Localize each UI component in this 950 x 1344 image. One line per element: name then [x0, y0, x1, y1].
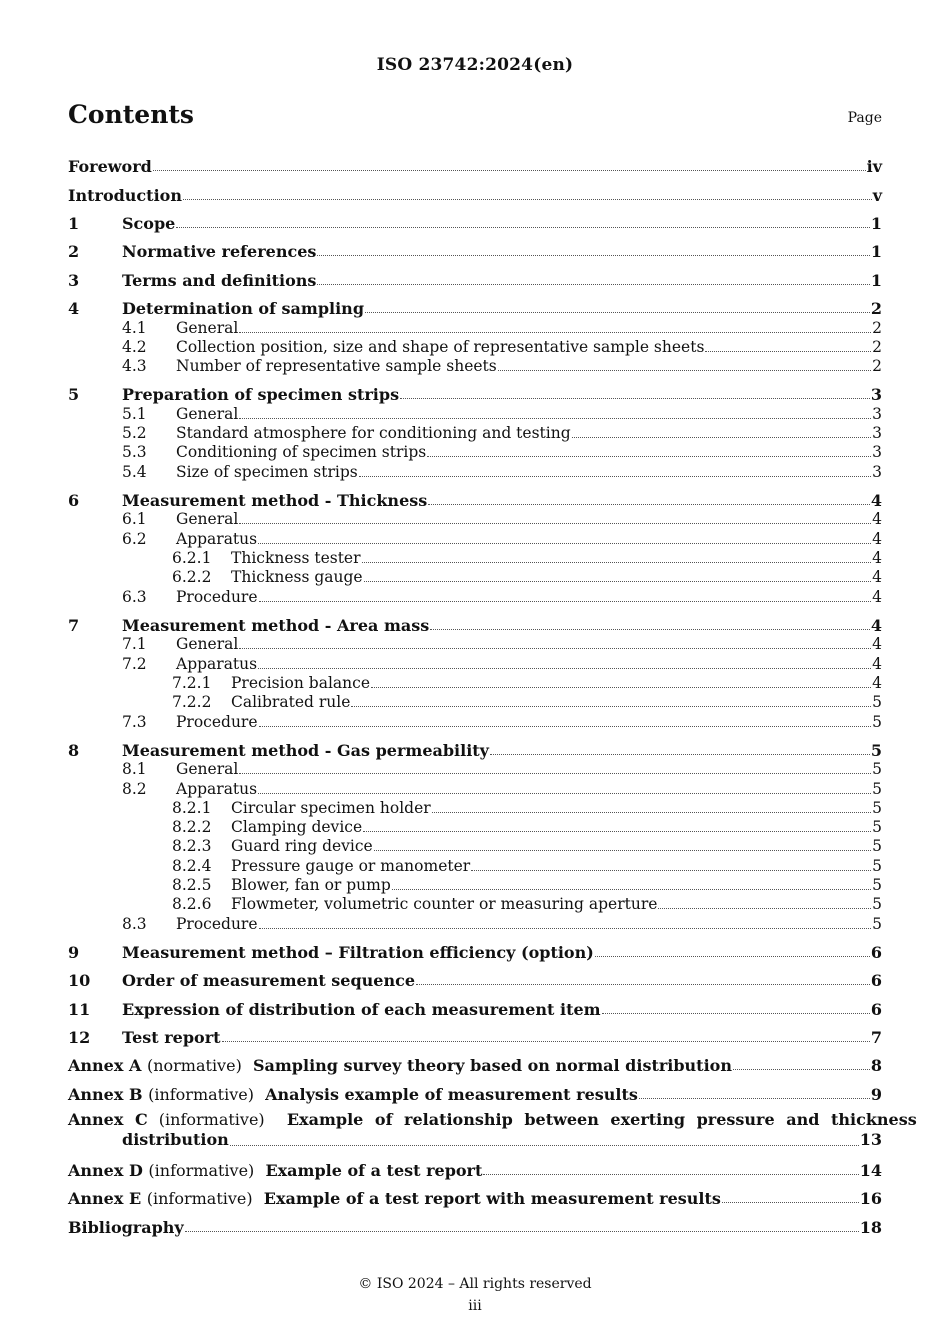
toc-entry-number: 5.4 [122, 463, 147, 481]
toc-entry-page: 5 [872, 780, 882, 798]
toc-entry-title: Collection position, size and shape of representative sample sheets [176, 338, 705, 356]
leader-dots [239, 522, 871, 524]
toc-entry-title: General [176, 319, 239, 337]
toc-entry[interactable] [68, 996, 882, 1018]
toc-entry-number: 4 [68, 299, 80, 318]
toc-entry-page: 4 [872, 674, 882, 692]
toc-entry-title: Measurement method – Filtration efficiency (option) [122, 943, 594, 962]
toc-entry-title: Determination of sampling [122, 299, 364, 318]
annex-title: Example of a test report with measurement results [263, 1189, 721, 1208]
leader-dots [733, 1068, 870, 1070]
toc-entry-page: 4 [870, 616, 882, 635]
leader-dots [259, 927, 872, 929]
toc-entry-title: Calibrated rule [231, 693, 351, 711]
leader-dots [176, 226, 870, 228]
leader-dots [374, 849, 871, 851]
toc-entry-title: Bibliography [68, 1218, 184, 1237]
toc-entry-page: 4 [872, 510, 882, 528]
leader-dots [639, 1097, 870, 1099]
toc-entry-title: Blower, fan or pump [231, 876, 391, 894]
leader-dots [658, 907, 871, 909]
toc-entry[interactable] [68, 1024, 882, 1046]
annex-type: (informative) [146, 1189, 253, 1208]
toc-entry-title: Measurement method - Gas permeability [122, 741, 489, 760]
leader-dots [705, 350, 871, 352]
toc-entry-page: 6 [870, 971, 882, 990]
toc-entry[interactable] [68, 631, 882, 653]
toc-entry-number: 7.3 [122, 713, 147, 731]
annex-title: Analysis example of measurement results [265, 1085, 638, 1104]
leader-dots [400, 397, 870, 399]
leader-dots [572, 436, 872, 438]
annex-title-continuation: distribution [122, 1130, 229, 1149]
toc-entry-number: 5.1 [122, 405, 147, 423]
toc-entry-number: 8.3 [122, 915, 147, 933]
toc-entry-number: 5.2 [122, 424, 147, 442]
toc-entry[interactable] [68, 939, 882, 961]
toc-entry-page: v [872, 186, 882, 205]
toc-entry-number: 7.2.2 [172, 693, 212, 711]
toc-entry-number: 8.2.4 [172, 857, 212, 875]
toc-entry-title: General [176, 635, 239, 653]
toc-entry-number: 12 [68, 1028, 91, 1047]
leader-dots [185, 1230, 859, 1232]
toc-entry-number: 8.2.1 [172, 799, 212, 817]
toc-entry-number: 3 [68, 271, 80, 290]
leader-dots [317, 254, 869, 256]
toc-entry-title: Measurement method - Thickness [122, 491, 428, 510]
toc-entry-title: Flowmeter, volumetric counter or measuring aperture [231, 895, 658, 913]
toc-entry-page: 2 [872, 338, 882, 356]
toc-entry-title: Apparatus [176, 655, 258, 673]
contents-heading: Contents [68, 100, 195, 129]
leader-dots [483, 1173, 858, 1175]
leader-dots [230, 1144, 859, 1146]
toc-entry-title: Precision balance [231, 674, 371, 692]
toc-entry-page: 2 [872, 357, 882, 375]
toc-entry-title: Order of measurement sequence [122, 971, 416, 990]
toc-entry-number: 2 [68, 242, 80, 261]
toc-annex-entry[interactable] [68, 1110, 917, 1150]
leader-dots [416, 983, 870, 985]
copyright-footer: © ISO 2024 – All rights reserved [358, 1276, 592, 1292]
toc-entry[interactable] [68, 833, 882, 855]
toc-entry-number: 8.2.6 [172, 895, 212, 913]
toc-entry-title: Apparatus [176, 530, 258, 548]
toc-entry-page: 8 [870, 1056, 882, 1075]
toc-entry-title: Introduction [68, 186, 182, 205]
leader-dots [371, 686, 871, 688]
annex-type: (informative) [148, 1085, 254, 1104]
leader-dots [432, 811, 871, 813]
toc-entry-page: iv [866, 157, 882, 176]
toc-entry-number: 10 [68, 971, 91, 990]
toc-entry-page: 16 [859, 1189, 882, 1208]
annex-label: Annex B [68, 1085, 143, 1104]
annex-label: Annex E [68, 1189, 142, 1208]
toc-entry-title: Foreword [68, 157, 152, 176]
toc-entry-page: 5 [872, 760, 882, 778]
toc-entry-page: 3 [872, 443, 882, 461]
toc-entry[interactable] [68, 182, 882, 204]
toc-entry[interactable] [68, 238, 882, 260]
annex-type: (informative) [148, 1161, 255, 1180]
toc-entry-title: General [176, 405, 239, 423]
toc-entry-number: 4.2 [122, 338, 147, 356]
toc-entry-title: Thickness tester [231, 549, 361, 567]
toc-entry-title: Test report [122, 1028, 221, 1047]
leader-dots [392, 888, 871, 890]
toc-annex-entry[interactable] [68, 1157, 882, 1179]
toc-entry[interactable] [68, 911, 882, 933]
toc-entry-title: Preparation of specimen strips [122, 385, 400, 404]
toc-entry-page: 5 [872, 915, 882, 933]
annex-label: Annex A [68, 1056, 142, 1075]
toc-entry[interactable] [68, 459, 882, 481]
toc-entry-page: 5 [872, 713, 882, 731]
toc-entry-title: Thickness gauge [231, 568, 363, 586]
toc-entry-page: 1 [870, 271, 882, 290]
toc-entry[interactable] [68, 381, 882, 403]
page-column-label: Page [847, 110, 882, 126]
toc-entry-number: 9 [68, 943, 80, 962]
toc-entry-number: 8.2 [122, 780, 147, 798]
leader-dots [317, 283, 869, 285]
toc-entry-page: 14 [859, 1161, 882, 1180]
toc-entry-page: 9 [870, 1085, 882, 1104]
toc-entry-number: 7.2 [122, 655, 147, 673]
toc-entry-title: Standard atmosphere for conditioning and testing [176, 424, 571, 442]
toc-entry-title: Pressure gauge or manometer [231, 857, 471, 875]
toc-entry-page: 6 [870, 1000, 882, 1019]
toc-entry-title: Guard ring device [231, 837, 373, 855]
toc-entry[interactable] [68, 210, 882, 232]
toc-entry[interactable] [68, 564, 882, 586]
toc-entry-title: General [176, 760, 239, 778]
toc-entry-page: 1 [870, 214, 882, 233]
toc-entry-number: 7.2.1 [172, 674, 212, 692]
annex-title: Example of relationship between exerting pressure and thickness [286, 1110, 917, 1129]
toc-entry[interactable] [68, 891, 882, 913]
toc-entry-page: 4 [872, 530, 882, 548]
toc-entry-page: 3 [872, 424, 882, 442]
toc-entry-page: 3 [870, 385, 882, 404]
annex-title: Sampling survey theory based on normal distribution [252, 1056, 732, 1075]
toc-entry-number: 6 [68, 491, 80, 510]
toc-entry[interactable] [68, 689, 882, 711]
toc-entry-number: 8.2.2 [172, 818, 212, 836]
leader-dots [239, 417, 871, 419]
annex-type: (informative) [158, 1110, 265, 1129]
toc-entry-title: Apparatus [176, 780, 258, 798]
leader-dots [259, 725, 872, 727]
toc-entry-number: 1 [68, 214, 80, 233]
toc-entry-number: 4.1 [122, 319, 147, 337]
toc-entry-page: 5 [872, 818, 882, 836]
leader-dots [490, 753, 870, 755]
toc-entry-page: 4 [872, 655, 882, 673]
toc-entry-number: 6.1 [122, 510, 147, 528]
toc-entry-bibliography[interactable] [68, 1214, 882, 1236]
toc-entry[interactable] [68, 506, 882, 528]
toc-entry[interactable] [68, 353, 882, 375]
toc-entry[interactable] [68, 756, 882, 778]
leader-dots [153, 169, 866, 171]
toc-entry-page: 7 [870, 1028, 882, 1047]
leader-dots [351, 705, 871, 707]
leader-dots [239, 331, 871, 333]
toc-entry-page: 5 [872, 895, 882, 913]
leader-dots [365, 311, 870, 313]
leader-dots [428, 503, 870, 505]
toc-entry-number: 5 [68, 385, 80, 404]
leader-dots [363, 830, 871, 832]
toc-entry[interactable] [68, 295, 882, 317]
toc-entry-title: Procedure [176, 588, 258, 606]
toc-entry[interactable] [68, 267, 882, 289]
toc-entry-number: 8.2.3 [172, 837, 212, 855]
toc-entry-title: Expression of distribution of each measurement item [122, 1000, 601, 1019]
annex-title: Example of a test report [265, 1161, 483, 1180]
annex-label: Annex D [68, 1161, 143, 1180]
toc-entry-page: 4 [872, 635, 882, 653]
toc-entry-page: 5 [872, 857, 882, 875]
toc-entry-number: 8 [68, 741, 80, 760]
toc-entry-page: 5 [872, 693, 882, 711]
toc-entry-number: 7.1 [122, 635, 147, 653]
toc-entry-page: 2 [870, 299, 882, 318]
annex-label: Annex C [68, 1110, 148, 1129]
leader-dots [258, 542, 871, 544]
leader-dots [364, 580, 872, 582]
toc-entry-title: Terms and definitions [122, 271, 317, 290]
toc-annex-entry[interactable] [68, 1081, 882, 1103]
leader-dots [471, 869, 871, 871]
toc-entry[interactable] [68, 709, 882, 731]
toc-entry-title: Normative references [122, 242, 317, 261]
toc-entry-page: 3 [872, 405, 882, 423]
leader-dots [239, 772, 871, 774]
leader-dots [222, 1040, 870, 1042]
toc-entry-number: 7 [68, 616, 80, 635]
leader-dots [258, 667, 871, 669]
toc-entry-title: Clamping device [231, 818, 363, 836]
toc-entry-number: 6.3 [122, 588, 147, 606]
toc-entry-title: Size of specimen strips [176, 463, 358, 481]
toc-entry-page: 5 [872, 799, 882, 817]
leader-dots [183, 198, 872, 200]
toc-entry[interactable] [68, 153, 882, 175]
leader-dots [239, 647, 871, 649]
leader-dots [498, 369, 871, 371]
toc-entry-number: 11 [68, 1000, 91, 1019]
leader-dots [722, 1201, 859, 1203]
toc-entry[interactable] [68, 967, 882, 989]
toc-entry-title: Measurement method - Area mass [122, 616, 430, 635]
toc-entry-page: 4 [870, 491, 882, 510]
toc-entry-number: 6.2 [122, 530, 147, 548]
leader-dots [359, 475, 871, 477]
toc-entry-page: 4 [872, 549, 882, 567]
toc-entry-title: Procedure [176, 713, 258, 731]
toc-entry-title: Scope [122, 214, 176, 233]
toc-entry-title: Conditioning of specimen strips [176, 443, 427, 461]
toc-entry-number: 8.2.5 [172, 876, 212, 894]
toc-entry-page: 1 [870, 242, 882, 261]
toc-entry-number: 6.2.2 [172, 568, 212, 586]
leader-dots [595, 955, 870, 957]
toc-entry[interactable] [68, 584, 882, 606]
toc-entry-page: 4 [872, 568, 882, 586]
toc-entry-title: General [176, 510, 239, 528]
toc-entry-title: Number of representative sample sheets [176, 357, 497, 375]
leader-dots [602, 1012, 870, 1014]
page-number: iii [468, 1298, 482, 1314]
document-id-header: ISO 23742:2024(en) [376, 55, 574, 75]
toc-entry-number: 4.3 [122, 357, 147, 375]
toc-entry-page: 6 [870, 943, 882, 962]
toc-entry-page: 5 [872, 837, 882, 855]
toc-entry-number: 5.3 [122, 443, 147, 461]
leader-dots [258, 792, 871, 794]
toc-entry-page: 13 [859, 1130, 882, 1149]
toc-entry-title: Procedure [176, 915, 258, 933]
toc-entry-page: 2 [872, 319, 882, 337]
toc-entry-page: 4 [872, 588, 882, 606]
toc-entry-page: 5 [872, 876, 882, 894]
leader-dots [430, 628, 870, 630]
annex-type: (normative) [146, 1056, 242, 1075]
toc-annex-entry[interactable] [68, 1052, 882, 1074]
toc-entry-title: Circular specimen holder [231, 799, 431, 817]
toc-entry-page: 18 [859, 1218, 882, 1237]
leader-dots [259, 600, 872, 602]
toc-annex-entry[interactable] [68, 1185, 882, 1207]
toc-entry[interactable] [68, 439, 882, 461]
toc-entry-number: 8.1 [122, 760, 147, 778]
toc-entry-page: 3 [872, 463, 882, 481]
leader-dots [427, 455, 871, 457]
toc-entry-number: 6.2.1 [172, 549, 212, 567]
leader-dots [362, 561, 872, 563]
toc-entry-page: 5 [870, 741, 882, 760]
